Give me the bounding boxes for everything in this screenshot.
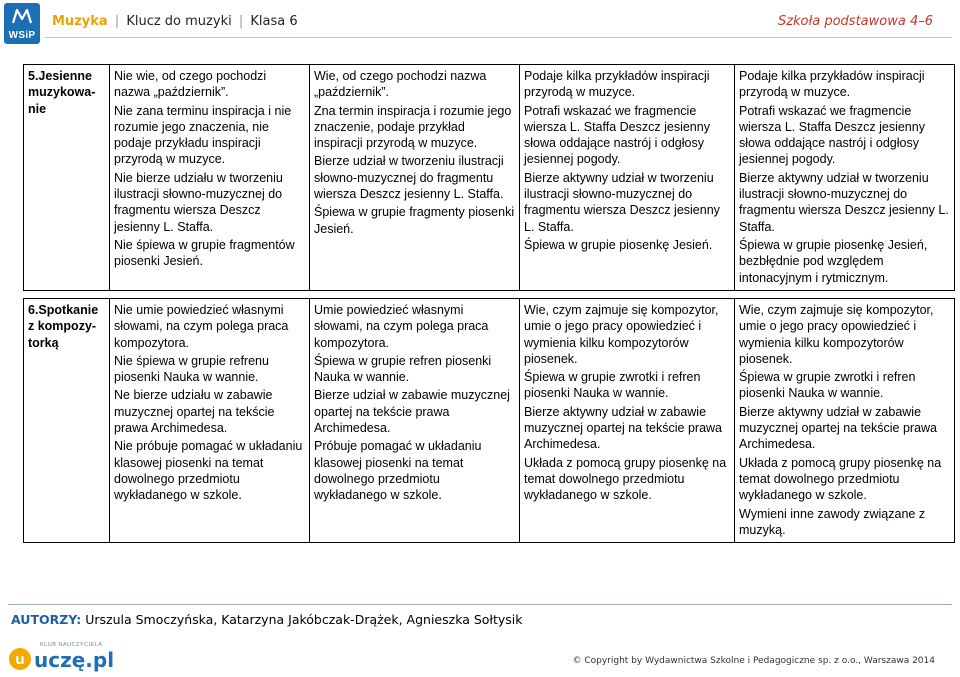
requirement-item: Nie śpiewa w grupie fragmentów piosenki Jesień. [114, 237, 295, 269]
header-title [52, 14, 298, 29]
requirement-item: Wymieni inne zawody związane z muzyką. [739, 506, 926, 537]
copyright-notice: © Copyright by Wydawnictwa Szkolne i Pedagogiczne sp. z o.o., Warszawa 2014 [572, 656, 935, 666]
header-course: Klucz do muzyki [126, 14, 232, 29]
authors-line [11, 612, 523, 627]
header-grade: Klasa 6 [250, 14, 298, 29]
requirement-item: Śpiewa w grupie refren piosenki Nauka w wannie. [314, 353, 492, 385]
grade-cell-sufficient [310, 299, 520, 543]
requirement-item: Bierze aktywny udział w tworzeniu ilustracji słowno-muzycznej do fragmentu wiersza Deszcz jesienny L. Staffa. [524, 170, 720, 234]
grade-cell-good [520, 65, 735, 291]
requirement-item: Bierze udział w zabawie muzycznej opartej na tekście prawa Archimedesa. [314, 388, 510, 436]
requirement-item: Nie bierze udziału w tworzeniu ilustracji słowno-muzycznej do fragmentu wiersza Deszcz jesienny L. Staffa. [114, 170, 283, 234]
header-separator: | [238, 14, 244, 29]
logo-emblem-icon [11, 7, 33, 25]
requirement-item: Potrafi wskazać we fragmencie wiersza L. Staffa Deszcz jesienny słowa oddające nastrój i odgłosy jesiennej pogody. [524, 103, 710, 167]
ucze-pl-logo [9, 642, 115, 672]
requirement-item: Wie, od czego pochodzi nazwa „październik”. [314, 69, 487, 100]
requirement-item: Śpiewa w grupie fragmenty piosenki Jesień. [314, 205, 515, 236]
requirement-item: Śpiewa w grupie piosenkę Jesień. [524, 237, 713, 252]
requirement-item: Ne bierze udziału w zabawie muzycznej opartej na tekście prawa Archimedesa. [114, 388, 275, 436]
table-row [24, 299, 955, 543]
club-label: KLUB NAUCZYCIELA [40, 642, 103, 648]
logo-text: WSiP [8, 30, 36, 41]
footer-divider [8, 604, 952, 605]
requirements-table-lesson-5 [23, 64, 955, 291]
requirement-item: Wie, czym zajmuje się kompozytor, umie o jego pracy opowiedzieć i wymienia kilku kompozytorów piosenek. [524, 303, 719, 366]
requirement-item: Śpiewa w grupie piosenkę Jesień, bezbłędnie pod względem intonacyjnym i rytmicznym. [739, 237, 928, 285]
grade-cell-insufficient [110, 299, 310, 543]
requirement-item: Nie próbuje pomagać w układaniu klasowej piosenki na temat dowolnego przedmiotu wykładanego w szkole. [114, 439, 303, 503]
requirement-item: Układa z pomocą grupy piosenkę na temat dowolnego przedmiotu wykładanego w szkole. [739, 455, 942, 503]
header-divider [44, 37, 952, 38]
topic-cell [24, 299, 110, 543]
requirement-item: Próbuje pomagać w układaniu klasowej piosenki na temat dowolnego przedmiotu wykładanego w szkole. [314, 439, 482, 503]
topic-title: 6.Spotkanie z kompozy-torką [28, 303, 99, 350]
requirement-item: Zna termin inspiracja i rozumie jego znaczenie, podaje przykład inspiracji przyrodą w muzyce. [314, 103, 512, 151]
requirements-table-lesson-6 [23, 298, 955, 543]
header-school: Szkoła podstawowa 4–6 [777, 14, 933, 29]
requirement-item: Podaje kilka przykładów inspiracji przyrodą w muzyce. [739, 69, 925, 100]
requirement-item: Układa z pomocą grupy piosenkę na temat dowolnego przedmiotu wykładanego w szkole. [524, 455, 727, 503]
requirement-item: Potrafi wskazać we fragmencie wiersza L. Staffa Deszcz jesienny słowa oddające nastrój i odgłosy jesiennej pogody. [739, 103, 925, 167]
requirement-item: Nie wie, od czego pochodzi nazwa „październik”. [114, 69, 267, 100]
topic-cell [24, 65, 110, 291]
requirement-item: Nie śpiewa w grupie refrenu piosenki Nauka w wannie. [114, 353, 269, 385]
requirement-item: Wie, czym zajmuje się kompozytor, umie o jego pracy opowiedzieć i wymienia kilku kompozytorów piosenek. [739, 303, 934, 366]
requirement-item: Bierze udział w tworzeniu ilustracji słowno-muzycznej do fragmentu wiersza Deszcz jesienny L. Staffa. [314, 154, 504, 202]
grade-cell-very-good [735, 299, 955, 543]
requirement-item: Bierze aktywny udział w zabawie muzycznej opartej na tekście prawa Archimedesa. [739, 404, 938, 452]
wsip-logo [4, 3, 40, 44]
header-subject: Muzyka [52, 14, 108, 29]
requirement-item: Śpiewa w grupie zwrotki i refren piosenki Nauka w wannie. [524, 370, 701, 401]
grade-cell-good [520, 299, 735, 543]
requirement-item: Podaje kilka przykładów inspiracji przyrodą w muzyce. [524, 69, 710, 100]
ucze-mark-icon: u [9, 648, 31, 670]
requirement-item: Bierze aktywny udział w zabawie muzycznej opartej na tekście prawa Archimedesa. [524, 404, 723, 452]
requirement-item: Umie powiedzieć własnymi słowami, na czym polega praca kompozytora. [314, 303, 489, 350]
authors-names: Urszula Smoczyńska, Katarzyna Jakóbczak-Drążek, Agnieszka Sołtysik [85, 612, 523, 627]
requirement-item: Nie zana terminu inspiracja i nie rozumie jego znaczenia, nie podaje przykładu inspiracji przyrodą w muzyce. [114, 103, 292, 167]
brand-name: uczę.pl [34, 648, 115, 672]
grade-cell-insufficient [110, 65, 310, 291]
topic-title: 5.Jesienne muzykowa-nie [28, 69, 96, 116]
requirement-item: Nie umie powiedzieć własnymi słowami, na czym polega praca kompozytora. [114, 303, 289, 350]
header-separator: | [114, 14, 120, 29]
authors-label: AUTORZY: [11, 612, 82, 627]
requirement-item: Śpiewa w grupie zwrotki i refren piosenki Nauka w wannie. [739, 370, 916, 401]
requirement-item: Bierze aktywny udział w tworzeniu ilustracji słowno-muzycznej do fragmentu wiersza Deszcz jesienny L. Staffa. [739, 170, 949, 234]
grade-cell-very-good [735, 65, 955, 291]
table-row [24, 65, 955, 291]
grade-cell-sufficient [310, 65, 520, 291]
